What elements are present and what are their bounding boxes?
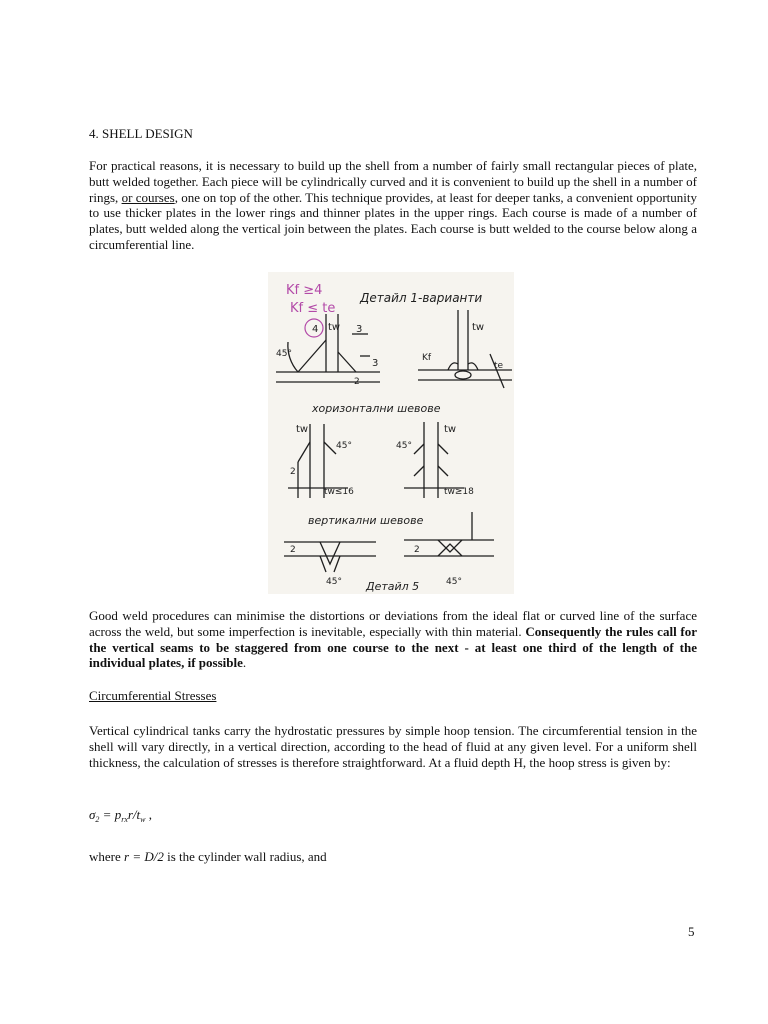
underlined-courses: or courses (121, 189, 175, 205)
where-formula: r = D/2 (124, 849, 164, 864)
figure-title: Детайл 1-варианти (360, 291, 483, 305)
dim-tw18: tw≥18 (444, 487, 474, 497)
where-suffix: is the cylinder wall radius, and (163, 849, 327, 864)
dim-tw16: tw≤16 (324, 487, 354, 497)
note-kf-min: Kf ≥4 (286, 283, 323, 298)
dim-tw-mid-right: tw (444, 424, 457, 435)
dim-45-mid-left: 45° (336, 441, 352, 451)
paragraph-intro (89, 158, 697, 253)
dim-45-bottom-right: 45° (446, 577, 462, 587)
dim-tw-right: tw (472, 322, 485, 333)
weld-detail-figure (268, 272, 514, 594)
formula-sub-2: 2 (95, 815, 100, 824)
paragraph-intro-rest: , one on top of the other. This technique provides, at least for deeper tanks, a convenient opportunity to use thicker plates in the lower rings and thinner plates in the upper rings. Each course is made of a number of plates, butt welded along the vertical join between the plates. Each course is butt welded to the course below along a circumferential line. (89, 189, 697, 252)
paragraph-circumferential: Vertical cylindrical tanks carry the hydrostatic pressures by simple hoop tension. The circumferential tension in the shell will vary directly, in a vertical direction, according to the head of fluid at any given level. For a uniform shell thickness, the calculation of stresses is therefore straightforward. At a fluid depth H, the hoop stress is given by: (89, 723, 697, 770)
note-kf-max: Kf ≤ te (290, 301, 336, 316)
dim-tw-mid-left: tw (296, 424, 309, 435)
figure-bottom-label: Детайл 5 (366, 580, 420, 593)
horizontal-weld-right (418, 310, 512, 388)
dim-45-mid-right: 45° (396, 441, 412, 451)
formula-sigma: σ (89, 807, 96, 822)
dim-4: 4 (312, 324, 319, 335)
dim-3-top: 3 (356, 324, 363, 335)
dim-3-side: 3 (372, 358, 379, 369)
label-horizontal-seams: хоризонтални шевове (312, 402, 441, 415)
where-prefix: where (89, 849, 125, 864)
paragraph-weld-bold: Consequently the rules call for the vertical seams to be staggered from one course to the next - at least one third of the length of the individual plates, if possible (89, 623, 697, 671)
page-number: 5 (688, 924, 695, 939)
dim-2-bottom-right: 2 (414, 545, 420, 555)
formula-sub-w: w (140, 815, 146, 824)
subheading-circumferential: Circumferential Stresses (89, 688, 217, 703)
dim-kf: Kf (422, 353, 432, 363)
formula-p: = p (99, 807, 122, 822)
label-vertical-seams: вертикални шевове (308, 514, 424, 527)
formula-sub-rx: rx (121, 815, 128, 824)
dim-tw-left: tw (328, 322, 341, 333)
dim-2-mid-left: 2 (290, 467, 296, 477)
dim-te: te (494, 361, 504, 371)
dim-45-bottom-left: 45° (326, 577, 342, 587)
formula-comma: , (145, 807, 153, 822)
paragraph-intro-text: For practical reasons, it is necessary to build up the shell from a number of fairly small rectangular pieces of plate, butt welded together. Each piece will be cylindrically curved and it is convenient to build up the shell in a number of rings, (89, 158, 697, 205)
paragraph-weld-end: . (242, 655, 247, 671)
dim-2-bottom-left: 2 (290, 545, 296, 555)
where-line (89, 849, 327, 865)
formula-rt: r/t (127, 807, 141, 822)
dim-45-left: 45° (276, 349, 292, 359)
paragraph-weld-text: Good weld procedures can minimise the distortions or deviations from the ideal flat or curved line of the surface across the weld, but some imperfection is inevitable, especially with thin material. (89, 608, 697, 639)
section-heading: 4. SHELL DESIGN (89, 126, 193, 141)
hoop-stress-formula (89, 807, 152, 824)
paragraph-weld-procedures (89, 608, 697, 671)
weld-detail-drawing (268, 272, 514, 594)
dim-2-left: 2 (354, 377, 360, 387)
